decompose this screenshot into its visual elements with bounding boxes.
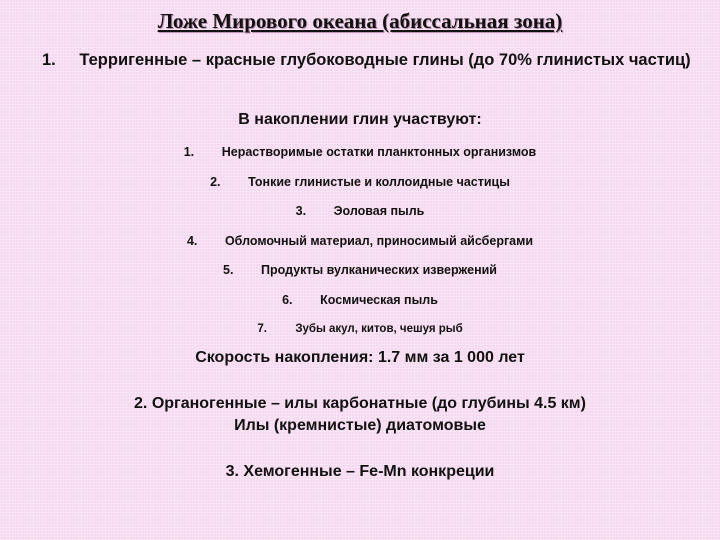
list-item-text: Зубы акул, китов, чешуя рыб <box>295 323 463 335</box>
list-item-text: Тонкие глинистые и коллоидные частицы <box>248 174 510 189</box>
list-item <box>0 261 720 291</box>
list-item-text: Эоловая пыль <box>333 204 425 218</box>
list-item-number: 2. <box>210 174 221 189</box>
list-item-number: 1. <box>183 145 195 159</box>
point-2-organogenic <box>0 393 720 437</box>
list-item-text: Обломочный материал, приносимый айсбергами <box>224 233 534 248</box>
list-item-text: Нерастворимые остатки планктонных организмов <box>221 145 537 159</box>
point-1-number: 1. <box>42 51 56 69</box>
point-2-line-2: Илы (кремнистые) диатомовые <box>234 417 486 434</box>
point-1-text: Терригенные – красные глубоководные глины (до 70% глинистых частиц) <box>79 51 691 69</box>
list-item <box>0 232 720 262</box>
list-item <box>0 143 720 173</box>
list-item-number: 4. <box>186 233 198 248</box>
point-1-terrigenous <box>42 49 692 72</box>
list-item <box>0 202 720 232</box>
point-3-chemogenic: 3. Хемогенные – Fe-Mn конкреции <box>225 463 495 480</box>
clay-sources-list <box>0 143 720 350</box>
list-item <box>0 320 720 350</box>
list-item-text: Продукты вулканических извержений <box>261 263 497 277</box>
clay-sources-heading: В накоплении глин участвуют: <box>238 111 482 128</box>
list-item-number: 5. <box>223 263 234 277</box>
list-item <box>0 291 720 321</box>
list-item-text: Космическая пыль <box>320 292 438 307</box>
point-2-line-1: 2. Органогенные – илы карбонатные (до глубины 4.5 км) <box>134 395 586 412</box>
list-item <box>0 173 720 203</box>
list-item-number: 7. <box>257 323 267 335</box>
slide-title: Ложе Мирового океана (абиссальная зона) <box>157 9 563 33</box>
accumulation-rate: Скорость накопления: 1.7 мм за 1 000 лет <box>195 349 525 366</box>
list-item-number: 6. <box>282 292 293 307</box>
list-item-number: 3. <box>295 204 307 218</box>
